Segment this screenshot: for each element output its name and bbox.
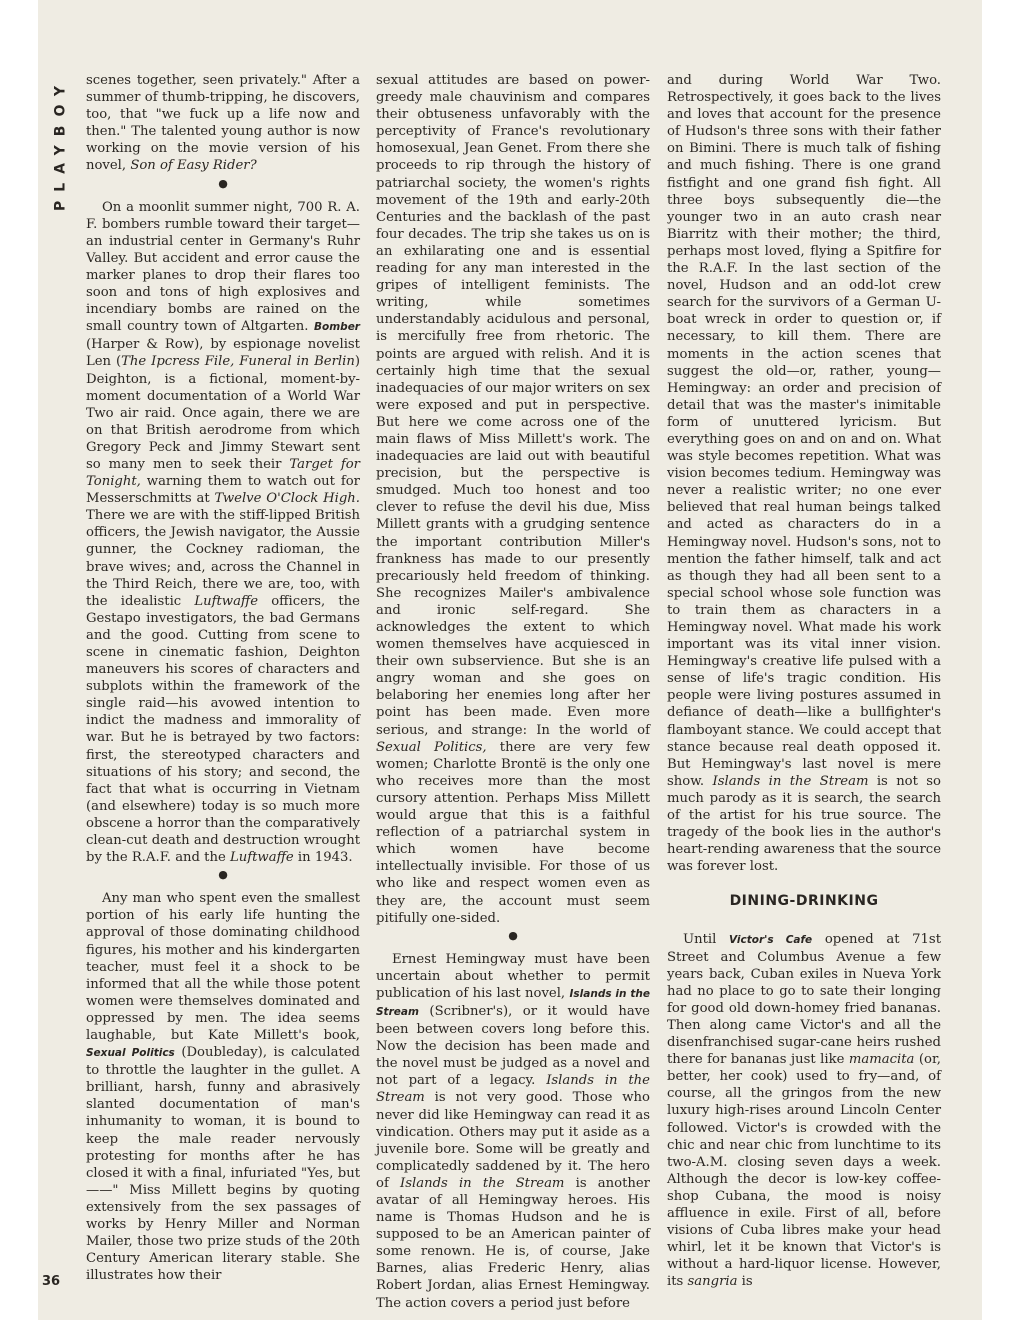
text: there are very few women; Charlotte Brontë is the only one who receives more than the most cursory attention. Perhaps Miss Millett would argue that this is a faithful reflection of a patriarchal system in which women have become intellectually invisible. For those of us who like and respect women even as they are, the account must seem pitifully one-sided. bbox=[376, 739, 650, 926]
text: Any man who spent even the smallest portion of his early life hunting the approval of those dominating childhood figures, his mother and his kindergarten teacher, must feel it a shock to be informed that all the while those potent women were themselves dominated and oppressed by men. The idea seems laughable, but Kate Millett's book, bbox=[86, 891, 360, 1043]
text: opened at 71st Street and Columbus Avenue a few years back, Cuban exiles in Nueva York had no place to go to sate their longing for good old down-homey fried bananas. Then along came Victor's and all the disenfranchised sugar-cane heirs rushed there for bananas just like bbox=[667, 931, 941, 1068]
paragraph bbox=[86, 890, 360, 1284]
italic-word: mamacita bbox=[848, 1052, 915, 1068]
text: (Doubleday), is calculated to throttle the laughter in the gullet. A brilliant, harsh, funny and abrasively slanted documentation of man's inhumanity to woman, it is bound to keep the male reader nervously protesting for months after he has closed it with a final, infuriated "Yes, but——" Miss Millett begins by quoting extensively from the sex passages of works by Henry Miller and Norman Mailer, those two prize studs of the 20th Century American literary stable. She illustrates how their bbox=[86, 1045, 360, 1284]
text: (Scribner's), or it would have been between covers long before this. Now the decision has been made and the novel must be judged as a novel and not part of a legacy. bbox=[376, 1003, 650, 1089]
text: There we are with the stiff-lipped British officers, the Jewish navigator, the Aussie gunner, the Cockney radioman, the brave wives; and, across the Channel in the Third Reich, there we are, too, with the idealistic bbox=[86, 508, 360, 609]
text: On a moonlit summer night, 700 R. A. F. bombers rumble toward their target—an industrial center in Germany's Ruhr Valley. But accident and error cause the marker planes to drop their flares too soon and tons of high explosives and incendiary bombs are rained on the small country town of Altgarten. bbox=[86, 199, 360, 335]
text: Ernest Hemingway must have been uncertain about whether to permit publication of his last novel, bbox=[376, 951, 650, 1001]
restaurant-name: Victor's Cafe bbox=[728, 933, 813, 946]
column-1 bbox=[86, 72, 360, 1284]
paragraph bbox=[667, 931, 941, 1291]
book-title: Sexual Politics, bbox=[376, 739, 487, 755]
separator-bullet: ● bbox=[218, 176, 228, 190]
italic-word: Luftwaffe bbox=[229, 850, 294, 866]
text: in 1943. bbox=[297, 850, 353, 866]
column-3 bbox=[667, 72, 941, 1290]
book-title: Islands in the Stream bbox=[376, 1073, 650, 1106]
text: (Harper & Row), by espionage novelist Len ( bbox=[86, 337, 360, 370]
text: scenes together, seen privately." After a summer of thumb-tripping, he discovers, too, that "we fuck up a life now and then." The talented young author is now working on the movie version of his novel, bbox=[86, 73, 360, 174]
italic-word: sangria bbox=[687, 1274, 738, 1290]
text: is another avatar of all Hemingway heroes. His name is Thomas Hudson and he is supposed to be an American painter of some renown. He is, of course, Jake Barnes, alias Frederic Henry, alias Robert Jordan, alias Ernest Hemingway. The action covers a period just before bbox=[376, 1175, 650, 1311]
paragraph bbox=[376, 72, 650, 927]
separator-bullet: ● bbox=[218, 868, 228, 882]
book-title: Son of Easy Rider? bbox=[130, 158, 257, 174]
text: is bbox=[741, 1274, 753, 1290]
text: sexual attitudes are based on power-greedy male chauvinism and compares their obtuseness unfavorably with the perceptivity of France's revolutionary homosexual, Jean Genet. From there she proceeds to rip through the history of patriarchal society, the women's rights movement of the 19th and early-20th Centuries and the backlash of the past four decades. The trip she takes us on is an exhilarating one and is essential reading for any man interested in the gripes of intelligent feminists. The writing, while sometimes understandably acidulous and personal, is mercifully free from rhetoric. The points are argued with relish. And it is certainly high time that the sexual inadequacies of our major writers on sex were exposed and put in perspective. But here we come across one of the main flaws of Miss Millett's work. The inadequacies are laid out with beautiful precision, but the perspective is smudged. Much too honest and too clever to refuse the devil his due, Miss Millett grants with a grudging sentence the important contribution Miller's frankness has made to our presently precariously held freedom of thinking. She recognizes Mailer's ambivalence and ironic self-regard. She acknowledges the extent to which women themselves have acquiesced in their own subservience. But she is an angry woman and she goes on belaboring her enemies long after her point has been made. Even more serious, and strange: In the world of bbox=[376, 73, 650, 738]
column-2 bbox=[376, 72, 650, 1312]
book-title: Islands in the Stream bbox=[712, 773, 869, 789]
paragraph bbox=[376, 951, 650, 1312]
book-title: Bomber bbox=[314, 321, 360, 334]
text: officers, the Gestapo investigators, the bad Germans and the good. Cutting from scene to scene in cinematic fashion, Deighton maneuvers his scores of characters and subplots within the framework of the single raid—his avowed intention to indict the madness and immorality of war. But he is betrayed by two factors: first, the stereotyped characters and situations of his story; and second, the fact that what is occurring in Vietnam (and elsewhere) today is so much more obscene a horror than the comparatively clean-cut death and destruction wrought by the R.A.F. and the bbox=[86, 593, 360, 866]
paragraph bbox=[86, 199, 360, 867]
book-title: Islands in the Stream bbox=[400, 1175, 565, 1191]
text: ) Deighton, is a fictional, moment-by-moment documentation of a World War Two air raid. Once again, there we are on that British aerodrome from which Gregory Peck and Jimmy Stewart sent so many men to seek their bbox=[86, 354, 360, 472]
text: is not very good. Those who never did like Hemingway can read it as vindication. Others may put it aside as a juvenile bore. Some will be greatly and complicatedly saddened by it. The hero of bbox=[376, 1090, 650, 1191]
text: (or, better, her cook) used to fry—and, of course, all the gringos from the new luxury high-rises around Lincoln Center followed. Victor's is crowded with the chic and near chic from lunchtime to its two-A.M. closing seven days a week. Although the decor is low-key coffee-shop Cubana, the mood is noisy affluence in exile. First of all, before visions of Cuba libres make your head whirl, let it be known that Victor's is without a hard-liquor license. However, its bbox=[667, 1052, 941, 1290]
film-title: Twelve O'Clock High. bbox=[214, 491, 360, 507]
separator-bullet: ● bbox=[508, 928, 518, 942]
masthead-text: PLAYBOY bbox=[52, 76, 69, 212]
film-title: Target for Tonight, bbox=[86, 456, 360, 490]
section-heading: DINING-DRINKING bbox=[729, 893, 879, 910]
book-title: Islands in the Stream bbox=[376, 987, 650, 1018]
book-title: The Ipcress File, Funeral in Berlin bbox=[121, 354, 355, 370]
book-title: Sexual Politics bbox=[86, 1047, 175, 1060]
text: and during World War Two. Retrospectively, it goes back to the lives and loves that account for the presence of Hudson's three sons with their father on Bimini. There is much talk of fishing and much fishing. There is one grand fistfight and one grand fish fight. All three boys subsequently die—the younger two in an auto crash near Biarritz with their mother; the third, perhaps most loved, flying a Spitfire for the R.A.F. In the last section of the novel, Hudson and an odd-lot crew search for the survivors of a German U-boat wreck in order to question or, if necessary, to kill them. There are moments in the action scenes that suggest the old—or, rather, young—Hemingway: an order and precision of detail that was the master's inimitable form of unuttered lyricism. But everything goes on and on and on. What was style becomes repetition. What was vision becomes tedium. Hemingway was never a realistic writer; no one ever believed that real human beings talked and acted as characters do in a Hemingway novel. Hudson's sons, not to mention the father himself, talk and act as though they had all been sent to a special school whose sole function was to train them as characters in a Hemingway novel. What made his work important was its vital inner vision. Hemingway's creative life pulsed with a sense of life's tragic condition. His people were living postures assumed in defiance of death—like a bullfighter's flamboyant stance. We could accept that stance because real death opposed it. But Hemingway's last novel is mere show. bbox=[667, 73, 941, 789]
masthead-vertical bbox=[48, 72, 72, 217]
text: Until bbox=[683, 931, 717, 947]
text: is not so much parody as it is search, the search of the artist for his true source. The tragedy of the book lies in the author's heart-rending awareness that the source was forever lost. bbox=[667, 773, 941, 875]
page-number: 36 bbox=[42, 1274, 61, 1289]
italic-word: Luftwaffe bbox=[194, 593, 259, 609]
paragraph bbox=[667, 72, 941, 875]
paragraph bbox=[86, 72, 360, 175]
text: warning them to watch out for Messerschmitts at bbox=[86, 474, 360, 507]
